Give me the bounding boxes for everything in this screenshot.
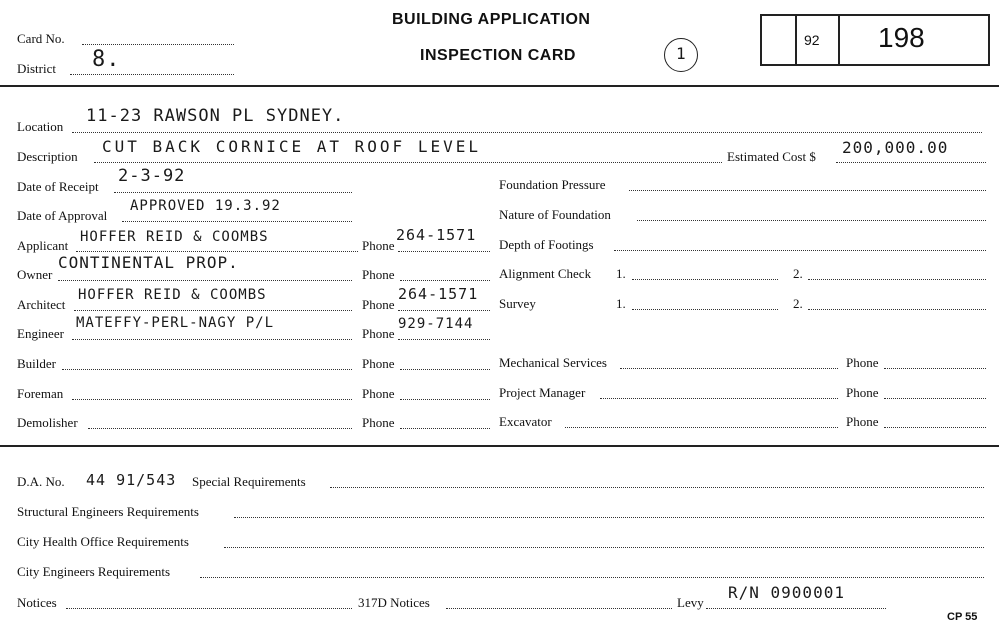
- mechanical-line: [620, 368, 838, 369]
- description-label: Description: [17, 149, 78, 164]
- builder-phone-label: Phone: [362, 356, 395, 371]
- form-code: CP 55: [947, 611, 978, 623]
- special-requirements-label: Special Requirements: [192, 474, 306, 489]
- description-value: CUT BACK CORNICE AT ROOF LEVEL: [102, 137, 481, 156]
- nature-foundation-label: Nature of Foundation: [499, 207, 611, 222]
- notices-317d-label: 317D Notices: [358, 595, 430, 610]
- estimated-cost-label: Estimated Cost $: [727, 149, 816, 164]
- estimated-cost-line: [836, 162, 986, 163]
- demolisher-phone-line: [400, 428, 490, 429]
- architect-phone-line: [398, 310, 490, 311]
- engineer-phone-value: 929-7144: [398, 316, 474, 332]
- alignment-check-2-line: [808, 279, 986, 280]
- location-label: Location: [17, 119, 64, 134]
- date-receipt-line: [114, 192, 352, 193]
- engineer-phone-label: Phone: [362, 326, 395, 341]
- survey-2-line: [808, 309, 986, 310]
- notices-317d-line: [446, 608, 672, 609]
- depth-footings-line: [614, 250, 986, 251]
- owner-value: CONTINENTAL PROP.: [58, 253, 239, 272]
- architect-line: [74, 310, 352, 311]
- project-manager-line: [600, 398, 838, 399]
- district-label: District: [17, 61, 56, 76]
- alignment-check-label: Alignment Check: [499, 266, 592, 281]
- notices-line: [66, 608, 352, 609]
- form-title-line2: INSPECTION CARD: [420, 47, 576, 64]
- date-approval-line: [122, 221, 352, 222]
- levy-value: R/N 0900001: [728, 583, 845, 602]
- reference-box-divider: [795, 16, 797, 64]
- builder-label: Builder: [17, 356, 56, 371]
- notices-label: Notices: [17, 595, 57, 610]
- project-manager-phone-line: [884, 398, 986, 399]
- applicant-phone-value: 264-1571: [396, 226, 477, 244]
- date-receipt-label: Date of Receipt: [17, 179, 99, 194]
- card-no-label: Card No.: [17, 31, 65, 46]
- builder-phone-line: [400, 369, 490, 370]
- foreman-label: Foreman: [17, 386, 64, 401]
- health-requirements-label: City Health Office Requirements: [17, 534, 189, 549]
- da-no-value: 44 91/543: [86, 471, 177, 489]
- excavator-label: Excavator: [499, 414, 552, 429]
- excavator-phone-line: [884, 427, 986, 428]
- engineer-value: MATEFFY-PERL-NAGY P/L: [76, 315, 275, 331]
- levy-label: Levy: [677, 595, 704, 610]
- header-divider: [0, 85, 999, 87]
- date-receipt-value: 2-3-92: [118, 166, 186, 186]
- owner-line: [58, 280, 352, 281]
- alignment-check-1-line: [632, 279, 778, 280]
- survey-1-label: 1.: [616, 296, 626, 311]
- project-manager-phone-label: Phone: [846, 385, 879, 400]
- applicant-label: Applicant: [17, 238, 69, 253]
- architect-phone-label: Phone: [362, 297, 395, 312]
- card-no-line: [82, 44, 234, 45]
- district-line: [70, 74, 234, 75]
- applicant-value: HOFFER REID & COOMBS: [80, 229, 269, 245]
- foreman-phone-line: [400, 399, 490, 400]
- architect-label: Architect: [17, 297, 66, 312]
- demolisher-phone-label: Phone: [362, 415, 395, 430]
- foundation-pressure-label: Foundation Pressure: [499, 177, 606, 192]
- excavator-line: [565, 427, 838, 428]
- reference-year: 92: [804, 32, 820, 48]
- alignment-check-1-label: 1.: [616, 266, 626, 281]
- architect-value: HOFFER REID & COOMBS: [78, 287, 267, 303]
- city-engineers-label: City Engineers Requirements: [17, 564, 171, 579]
- applicant-phone-label: Phone: [362, 238, 395, 253]
- engineer-label: Engineer: [17, 326, 64, 341]
- location-value: 11-23 RAWSON PL SYDNEY.: [86, 106, 345, 126]
- foreman-phone-label: Phone: [362, 386, 395, 401]
- survey-label: Survey: [499, 296, 536, 311]
- demolisher-label: Demolisher: [17, 415, 78, 430]
- mechanical-phone-line: [884, 368, 986, 369]
- nature-foundation-line: [637, 220, 986, 221]
- requirements-divider: [0, 445, 999, 447]
- project-manager-label: Project Manager: [499, 385, 586, 400]
- builder-line: [62, 369, 352, 370]
- depth-footings-label: Depth of Footings: [499, 237, 594, 252]
- reference-box-divider: [838, 16, 840, 64]
- description-line: [94, 162, 722, 163]
- alignment-check-2-label: 2.: [793, 266, 803, 281]
- owner-phone-line: [400, 280, 490, 281]
- engineer-line: [72, 339, 352, 340]
- applicant-phone-line: [398, 251, 490, 252]
- foreman-line: [72, 399, 352, 400]
- health-requirements-line: [224, 547, 984, 548]
- owner-label: Owner: [17, 267, 53, 282]
- survey-1-line: [632, 309, 778, 310]
- owner-phone-label: Phone: [362, 267, 395, 282]
- foundation-pressure-line: [629, 190, 986, 191]
- special-requirements-line: [330, 487, 984, 488]
- reference-box: [760, 14, 990, 66]
- mechanical-label: Mechanical Services: [499, 355, 607, 370]
- engineer-phone-line: [398, 339, 490, 340]
- excavator-phone-label: Phone: [846, 414, 879, 429]
- form-title-line1: BUILDING APPLICATION: [392, 11, 591, 28]
- demolisher-line: [88, 428, 352, 429]
- structural-requirements-label: Structural Engineers Requirements: [17, 504, 199, 519]
- survey-2-label: 2.: [793, 296, 803, 311]
- district-value: 8.: [92, 47, 121, 72]
- levy-line: [706, 608, 886, 609]
- da-no-label: D.A. No.: [17, 474, 65, 489]
- circled-number: 1: [676, 44, 687, 63]
- applicant-line: [76, 251, 358, 252]
- structural-requirements-line: [234, 517, 984, 518]
- location-line: [72, 132, 982, 133]
- circled-number-mark: [664, 38, 698, 72]
- estimated-cost-value: 200,000.00: [842, 138, 949, 157]
- architect-phone-value: 264-1571: [398, 285, 479, 303]
- city-engineers-line: [200, 577, 984, 578]
- date-approval-value: APPROVED 19.3.92: [130, 198, 281, 214]
- mechanical-phone-label: Phone: [846, 355, 879, 370]
- date-approval-label: Date of Approval: [17, 208, 108, 223]
- reference-number: 198: [878, 22, 925, 53]
